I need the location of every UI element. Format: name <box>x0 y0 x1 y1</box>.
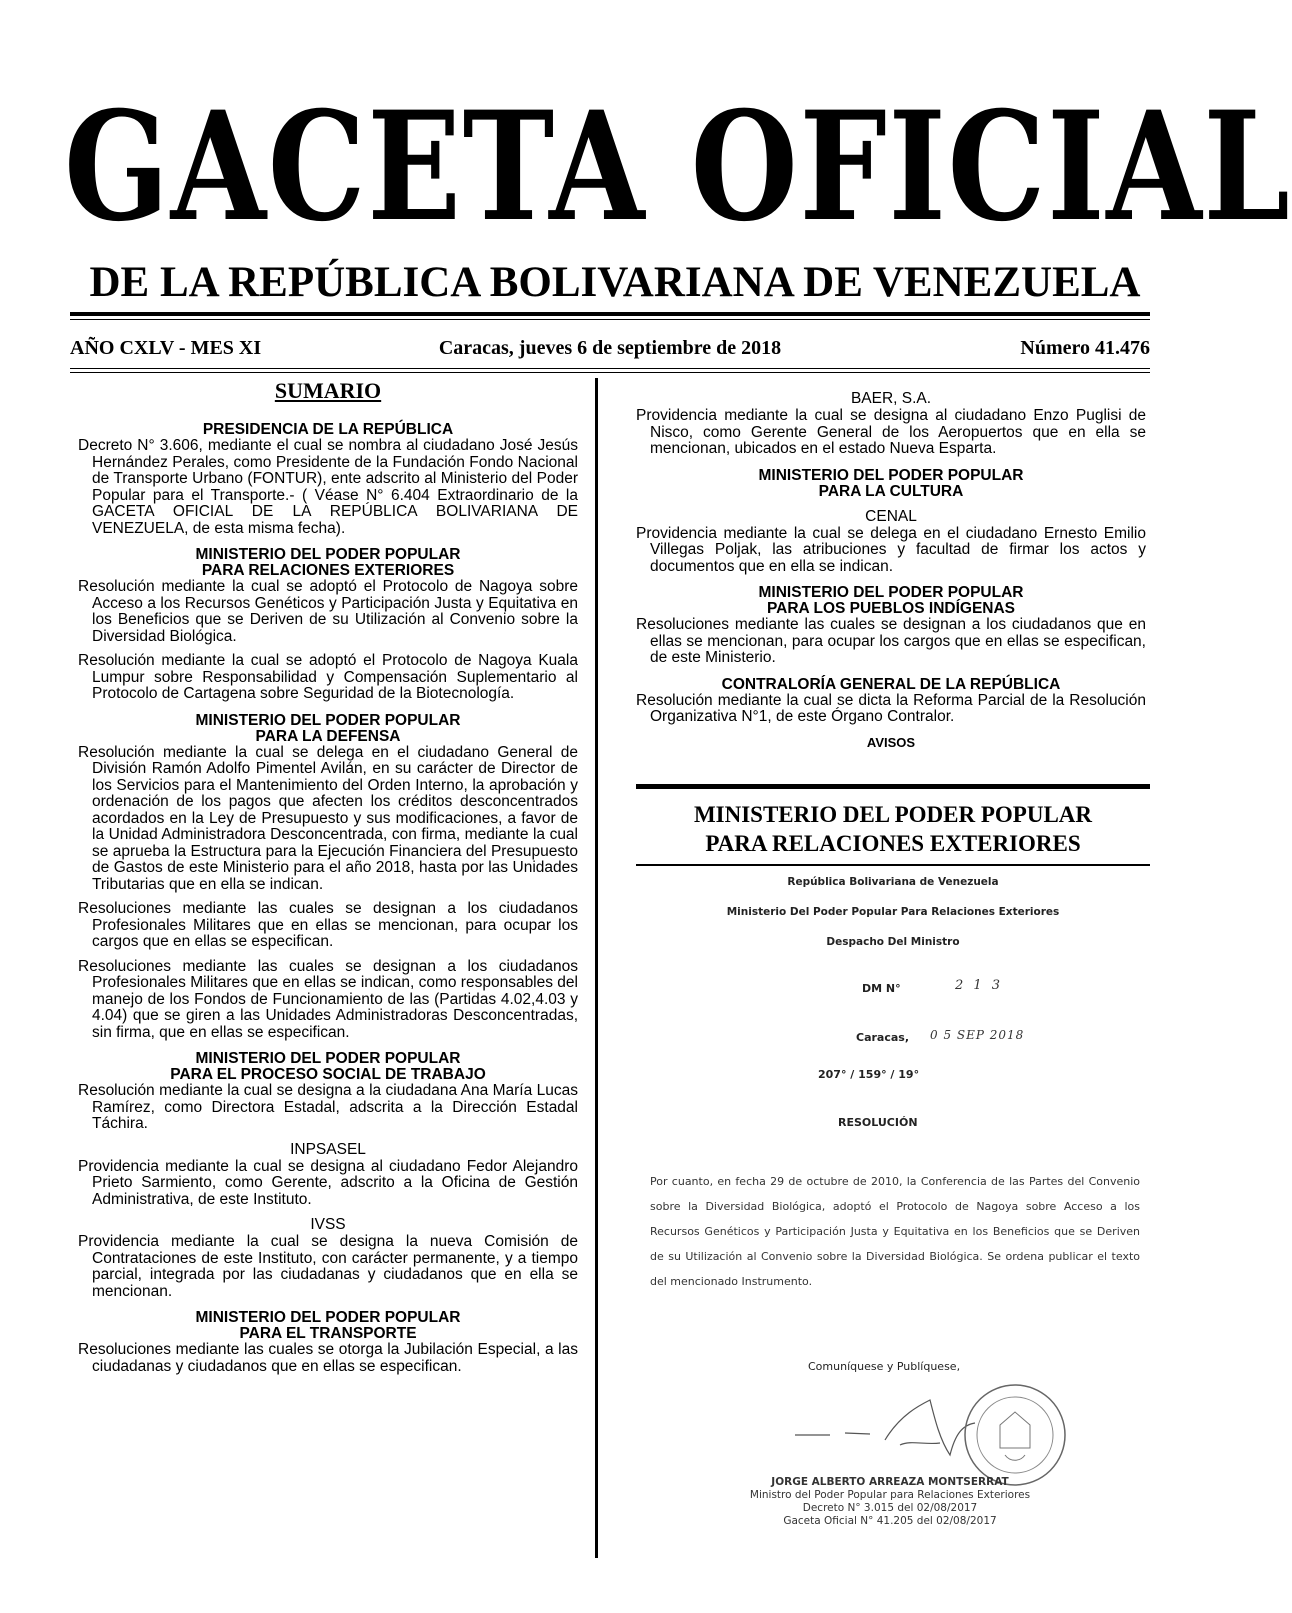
section-heading: PARA LOS PUEBLOS INDÍGENAS <box>766 600 1016 617</box>
summary-entry: Providencia mediante la cual se delega en el ciudadano Ernesto Emilio Villegas Poljak, las atribuciones y facultad de firmar los actos y documentos que en ella se indican. <box>636 524 1146 575</box>
section-heading: PARA LA DEFENSA <box>255 727 401 745</box>
signature-block <box>700 1476 1080 1528</box>
summary-left-items <box>78 422 578 1375</box>
summary-entry: Resoluciones mediante las cuales se otorga la Jubilación Especial, a las ciudadanas y ciudadanos que en ellas se especifican. <box>78 1341 578 1375</box>
doc-heading: RESOLUCIÓN <box>838 1116 918 1129</box>
summary-left-column <box>78 378 578 1383</box>
issue-info-row <box>70 334 1150 362</box>
banner-rule <box>636 864 1150 866</box>
section-heading: MINISTERIO DEL PODER POPULAR <box>195 1050 461 1067</box>
summary-right-column <box>636 382 1146 752</box>
doc-dm-number: 2 1 3 <box>955 978 1004 993</box>
summary-entry: Resoluciones mediante las cuales se designan a los ciudadanos Profesionales Militares que en ellas se indican, como responsables del manejo de los Fondos de Funcionamiento de las (Partidas 4.02,4.03 y 4.04) que se giren a las Unidades Administradoras Desconcentradas, sin firma, que en ellas se especifican. <box>78 957 578 1041</box>
section-subheading: BAER, S.A. <box>850 390 932 407</box>
issue-date: Caracas, jueves 6 de septiembre de 2018 <box>438 337 782 359</box>
issue-year-month: AÑO CXLV - MES XI <box>70 337 262 359</box>
doc-date-stamp: 0 5 SEP 2018 <box>930 1028 1025 1042</box>
avisos-bar <box>636 784 1150 789</box>
doc-republic: República Bolivariana de Venezuela <box>787 876 999 888</box>
summary-entry: Providencia mediante la cual se designa al ciudadano Enzo Puglisi de Nisco, como Gerente General de los Aeropuertos que en ella se mencionan, ubicados en el estado Nueva Esparta. <box>636 407 1146 457</box>
section-heading: PARA RELACIONES EXTERIORES <box>201 562 455 579</box>
signer-gazette: Gaceta Oficial N° 41.205 del 02/08/2017 <box>783 1515 997 1527</box>
ministry-banner-line1: MINISTERIO DEL PODER POPULAR <box>693 802 1093 827</box>
summary-entry: Providencia mediante la cual se designa la nueva Comisión de Contrataciones de este Instituto, con carácter permanente, y a tiempo parcial, integrada por las ciudadanas y ciudadanos que en ella se mencionan. <box>78 1233 578 1300</box>
section-heading: PARA EL TRANSPORTE <box>239 1325 417 1342</box>
summary-entry: Resolución mediante la cual se dicta la Reforma Parcial de la Resolución Organizativa N°1, de este Órgano Contralor. <box>636 691 1146 725</box>
summary-entry: Resoluciones mediante las cuales se designan a los ciudadanos que en ellas se mencionan, para ocupar los cargos que en ellas se especifican, de este Ministerio. <box>636 616 1146 666</box>
doc-place: Caracas, <box>856 1031 910 1044</box>
issue-number: Número 41.476 <box>1020 337 1150 359</box>
summary-title: SUMARIO <box>274 378 382 403</box>
summary-right-items <box>636 390 1146 752</box>
section-heading: PRESIDENCIA DE LA REPÚBLICA <box>202 421 454 438</box>
section-subheading: INPSASEL <box>290 1140 366 1158</box>
issue-rule-1 <box>70 368 1150 369</box>
avisos-label: AVISOS <box>866 734 916 750</box>
doc-body: Por cuanto, en fecha 29 de octubre de 2010, la Conferencia de las Partes del Convenio sobre la Diversidad Biológica, adoptó el Protocolo de Nagoya sobre Acceso a los Recursos Genéticos y Participación Justa y Equitativa en los Beneficios que se Deriven de su Utilización al Convenio sobre la Diversidad Biológica. Se ordena publicar el texto del mencionado Instrumento. <box>650 1175 1140 1288</box>
doc-eras: 207° / 159° / 19° <box>818 1068 920 1081</box>
ministry-banner-line2: PARA RELACIONES EXTERIORES <box>705 831 1081 856</box>
section-subheading: IVSS <box>310 1216 346 1233</box>
section-heading: PARA LA CULTURA <box>818 482 964 500</box>
signer-title: Ministro del Poder Popular para Relaciones Exteriores <box>749 1489 1031 1501</box>
masthead-title: GACETA OFICIAL <box>64 79 1292 255</box>
summary-entry: Resoluciones mediante las cuales se designan a los ciudadanos Profesionales Militares que en ellas se mencionan, para ocupar los cargos que en ellas se especifican. <box>78 900 578 950</box>
doc-dm-label: DM N° <box>862 982 901 995</box>
doc-closing: Comuníquese y Publíquese, <box>808 1360 961 1373</box>
doc-office: Despacho Del Ministro <box>826 936 960 948</box>
section-heading: MINISTERIO DEL PODER POPULAR <box>758 466 1024 484</box>
doc-ministry: Ministerio Del Poder Popular Para Relaciones Exteriores <box>726 906 1060 918</box>
official-seal-icon <box>960 1380 1070 1490</box>
summary-entry: Resolución mediante la cual se adoptó el Protocolo de Nagoya Kuala Lumpur sobre Responsabilidad y Compensación Suplementario al Protocolo de Cartagena sobre Seguridad de la Biotecnología. <box>78 652 578 702</box>
masthead-rule-thin <box>70 319 1150 320</box>
section-subheading: CENAL <box>865 507 917 525</box>
section-heading: MINISTERIO DEL PODER POPULAR <box>195 546 461 563</box>
masthead-subtitle: DE LA REPÚBLICA BOLIVARIANA DE VENEZUELA <box>89 259 1141 306</box>
ministry-banner <box>636 800 1150 858</box>
summary-entry: Providencia mediante la cual se designa al ciudadano Fedor Alejandro Prieto Sarmiento, como Gerente, adscrito a la Oficina de Gestión Administrativa, de este Instituto. <box>78 1157 578 1208</box>
section-heading: CONTRALORÍA GENERAL DE LA REPÚBLICA <box>721 675 1061 693</box>
issue-rule-2 <box>70 372 1150 373</box>
section-heading: PARA EL PROCESO SOCIAL DE TRABAJO <box>170 1066 486 1083</box>
summary-entry: Resolución mediante la cual se delega en el ciudadano General de División Ramón Adolfo Pimentel Avilán, en su carácter de Director de los Servicios para el Mantenimiento del Orden Interno, la aprobación y ordenación de los pagos que afecten los créditos desconcentrados acordados en la Ley de Presupuesto y sus modificaciones, a favor de la Unidad Administradora Desconcentrada, con firma, mediante la cual se aprueba la Estructura para la Ejecución Financiera del Presupuesto de Gastos de este Ministerio para el año 2018, hasta por las Unidades Tributarias que en ella se indican. <box>78 743 578 893</box>
signer-name: JORGE ALBERTO ARREAZA MONTSERRAT <box>771 1476 1009 1488</box>
column-divider <box>595 378 598 1558</box>
summary-entry: Resolución mediante la cual se designa a la ciudadana Ana María Lucas Ramírez, como Directora Estadal, adscrita a la Dirección Estadal Táchira. <box>78 1082 578 1132</box>
section-heading: MINISTERIO DEL PODER POPULAR <box>195 711 461 729</box>
section-heading: MINISTERIO DEL PODER POPULAR <box>195 1309 461 1326</box>
signature-icon <box>790 1395 980 1465</box>
summary-entry: Resolución mediante la cual se adoptó el Protocolo de Nagoya sobre Acceso a los Recursos Genéticos y Participación Justa y Equitativa en los Beneficios que se Deriven de su Utilización al Convenio sobre la Diversidad Biológica. <box>78 578 578 645</box>
summary-entry: Decreto N° 3.606, mediante el cual se nombra al ciudadano José Jesús Hernández Perales, como Presidente de la Fundación Fondo Nacional de Transporte Urbano (FONTUR), ente adscrito al Ministerio del Poder Popular para el Transporte.- ( Véase N° 6.404 Extraordinario de la GACETA OFICIAL DE LA REPÚBLICA BOLIVARIANA DE VENEZUELA, de esta misma fecha). <box>78 437 578 537</box>
section-heading: MINISTERIO DEL PODER POPULAR <box>758 584 1024 601</box>
masthead-rule-top <box>70 312 1150 316</box>
signer-decree: Decreto N° 3.015 del 02/08/2017 <box>802 1502 978 1514</box>
